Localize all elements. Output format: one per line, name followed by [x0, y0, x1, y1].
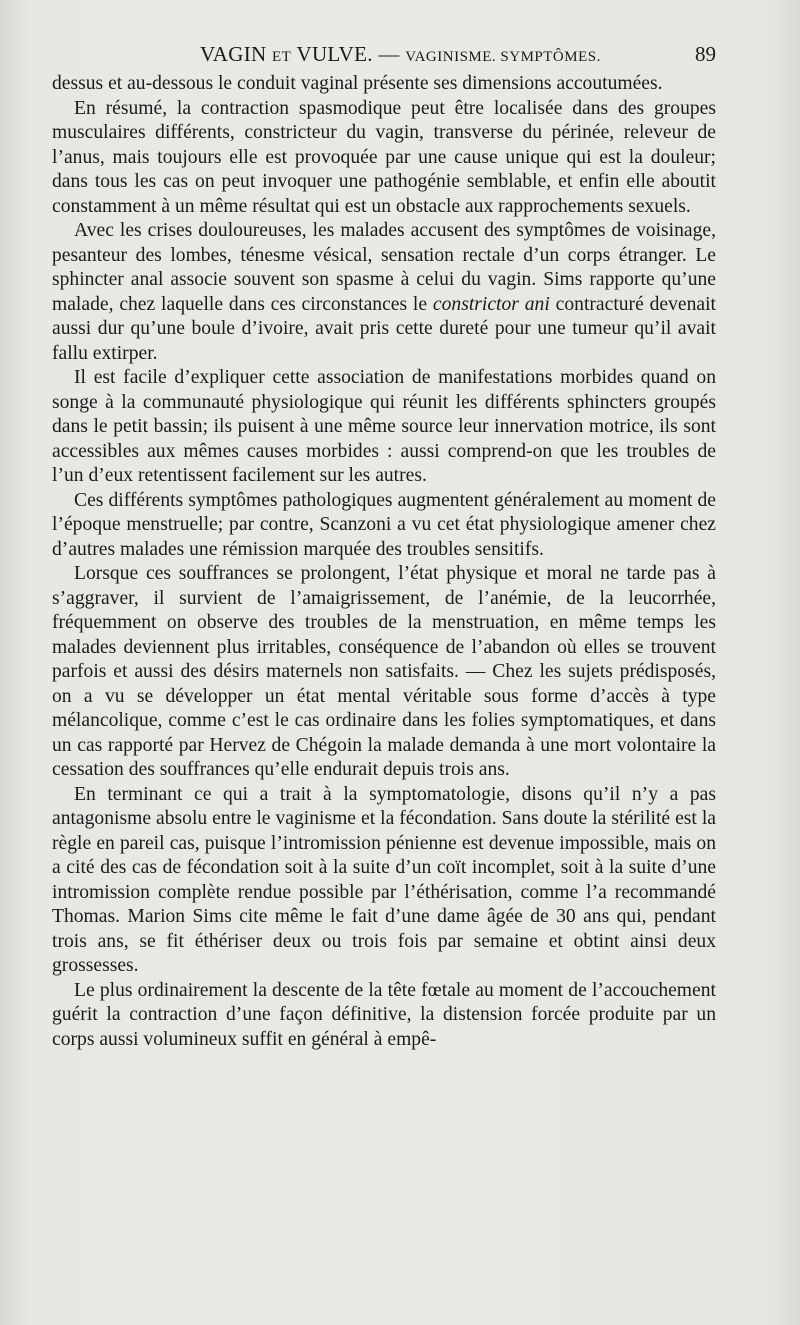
- title-part-2: VULVE.: [291, 42, 373, 66]
- paragraph-fecundation: En terminant ce qui a trait à la symptomatologie, disons qu’il n’y a pas antagonisme absolu entre le vaginisme et la fécondation. Sans doute la stérilité est la règle en pareil cas, puisque l’intromission pénienne est devenue impossible, mais on a cité des cas de fécondation soit à la suite d’un coït incomplet, soit à la suite d’une intromission complète rendue possible par l’éthérisation, comme l’a recommandé Thomas. Marion Sims cite même le fait d’une dame âgée de 30 ans qui, pendant trois ans, se fit éthériser deux ou trois fois par semaine et obtint ainsi deux grossesses.: [52, 783, 716, 976]
- running-title: [200, 42, 601, 67]
- title-subsection: VAGINISME. SYMPTÔMES.: [405, 49, 601, 65]
- page-number: 89: [695, 42, 716, 66]
- paragraph-consequences: Lorsque ces souffrances se prolongent, l’état physique et moral ne tarde pas à s’aggraver, il survient de l’amaigrissement, de l’anémie, de la leucorrhée, fréquemment on observe des troubles de la menstruation, en même temps les malades deviennent plus irritables, conséquence de l’abandon où elles se trouvent parfois et aussi des désirs maternels non satisfaits. — Chez les sujets prédisposés, on a vu se développer un état mental véritable sous forme d’accès à type mélancolique, comme c’est le cas ordinaire dans les folies symptomatiques, et dans un cas rapporté par Hervez de Chégoin la malade demanda à une mort volontaire la cessation des souffrances qu’elle endurait depuis trois ans.: [52, 563, 716, 780]
- paragraph-summary: En résumé, la contraction spasmodique peut être localisée dans des groupes musculaires différents, constricteur du vagin, transverse du périnée, releveur de l’anus, mais toujours elle est provoquée par une cause unique qui est la douleur; dans tous les cas on peut invoquer une pathogénie semblable, et enfin elle aboutit constamment à un même résultat qui est un obstacle aux rapprochements sexuels.: [52, 97, 716, 217]
- body-text: [52, 72, 716, 1052]
- running-header: [52, 42, 716, 72]
- paragraph-text-part-2: contracturé devenait aussi dur qu’une boule d’ivoire, avait pris cette dureté pour une tumeur qu’il avait fallu extirper.: [52, 293, 716, 364]
- paragraph-associated-symptoms: [52, 219, 716, 366]
- paragraph-text-part-1: Avec les crises douloureuses, les malades accusent des symptômes de voisinage, pesanteur des lombes, ténesme vésical, sensation rectale d’un corps étranger. Le sphincter anal associe souvent son spasme à celui du vagin. Sims rapporte qu’une malade, chez laquelle dans ces circonstances le: [52, 220, 716, 315]
- title-conjunction: ET: [272, 49, 292, 65]
- paragraph-continuation: dessus et au-dessous le conduit vaginal présente ses dimensions accoutumées.: [52, 73, 663, 94]
- title-dash: —: [372, 42, 406, 66]
- paragraph-sphincters: Il est facile d’expliquer cette association de manifestations morbides quand on songe à la communauté physiologique qui réunit les différents sphincters groupés dans le petit bassin; ils puisent à une même source leur innervation motrice, ils sont accessibles aux mêmes causes morbides : aussi comprend-on que les troubles de l’un d’eux retentissent facilement sur les autres.: [52, 367, 716, 486]
- paragraph-childbirth: Le plus ordinairement la descente de la tête fœtale au moment de l’accouchement guérit la contraction d’une façon définitive, la distension forcée produite par un corps aussi volumineux suffit en général à empê-: [52, 979, 716, 1050]
- latin-term: constrictor ani: [432, 293, 550, 315]
- title-part-1: VAGIN: [200, 42, 272, 66]
- paragraph-menstrual: Ces différents symptômes pathologiques augmentent généralement au moment de l’époque menstruelle; par contre, Scanzoni a vu cet état physiologique amener chez d’autres malades une rémission marquée des troubles sensitifs.: [52, 489, 716, 560]
